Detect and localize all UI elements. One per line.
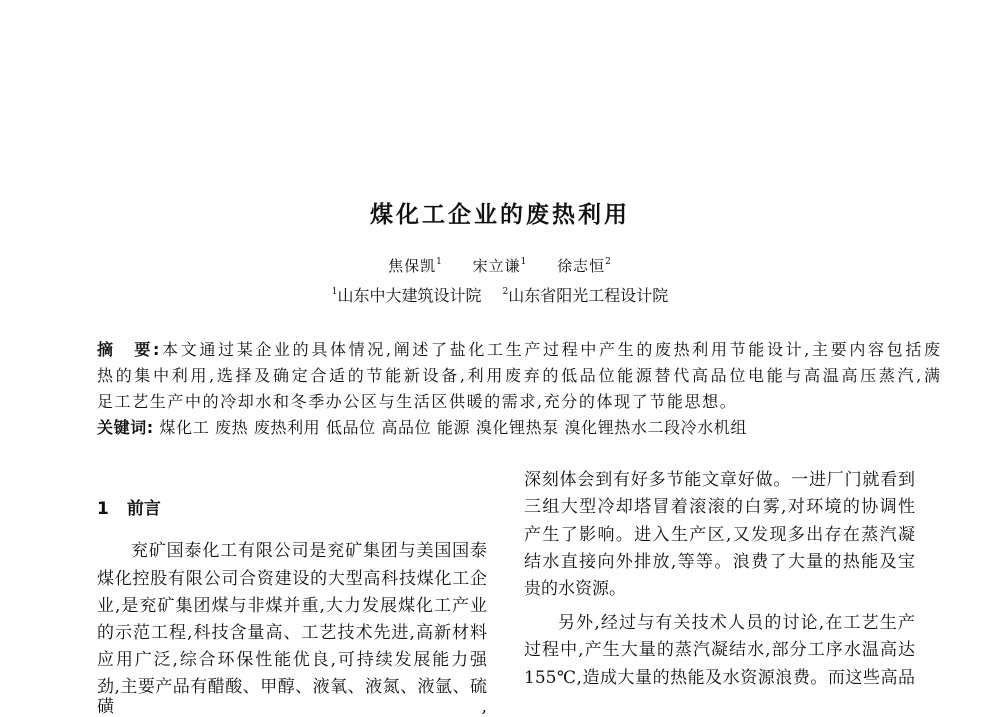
- author: [388, 257, 443, 275]
- section-number: 1: [97, 499, 109, 519]
- abstract-line: 热的集中利用,选择及确定合适的节能新设备,利用废弃的低品位能源替代高品位电能与高温高压蒸汽,满: [97, 366, 940, 385]
- body-line: 应用广泛,综合环保性能优良,可持续发展能力强: [97, 650, 487, 670]
- affiliation-name: 山东省阳光工程设计院: [508, 286, 669, 305]
- author-affiliation-mark: 1: [520, 257, 528, 267]
- body-line: 兖矿国泰化工有限公司是兖矿集团与美国国泰: [131, 541, 487, 561]
- abstract-label: 摘 要:: [97, 340, 160, 359]
- keywords-label: 关键词:: [97, 418, 154, 437]
- body-line: 的示范工程,科技含量高、工艺技术先进,高新材料: [97, 623, 487, 643]
- affiliation-list: [0, 283, 1000, 306]
- section-title: 前言: [126, 499, 161, 519]
- author-affiliation-mark: 2: [605, 257, 612, 267]
- author-list: [0, 255, 1000, 276]
- author: [557, 257, 612, 275]
- affiliation-name: 山东中大建筑设计院: [337, 286, 482, 305]
- abstract-text: 本文通过某企业的具体情况,阐述了盐化工生产过程中产生的废热利用节能设计,主要内容包括废: [159, 340, 940, 359]
- author-name: 徐志恒: [557, 257, 606, 275]
- body-line: 结水直接向外排放,等等。浪费了大量的热能及宝: [524, 552, 915, 572]
- author-affiliation-mark: 1: [436, 257, 443, 267]
- body-line: 155℃,造成大量的热能及水资源浪费。而这些高品: [524, 668, 915, 688]
- abstract-line: 足工艺生产中的冷却水和冬季办公区与生活区供暖的需求,充分的体现了节能思想。: [97, 392, 738, 411]
- author-name: 宋立谦: [472, 257, 521, 275]
- affiliation-mark: 2: [502, 287, 509, 297]
- affiliation: [503, 286, 669, 305]
- section-heading: [97, 494, 161, 519]
- body-line: 产生了影响。进入生产区,又发现多出存在蒸汽凝: [524, 525, 915, 545]
- body-line: 三组大型冷却塔冒着滚滚的白雾,对环境的协调性: [524, 497, 915, 517]
- body-line: 贵的水资源。: [524, 579, 626, 599]
- body-line: 业,是兖矿集团煤与非煤并重,大力发展煤化工产业: [97, 596, 487, 616]
- affiliation-mark: 1: [331, 287, 338, 297]
- body-line: 过程中,产生大量的蒸汽凝结水,部分工序水温高达: [524, 640, 915, 660]
- body-line: 另外,经过与有关技术人员的讨论,在工艺生产: [558, 613, 915, 633]
- abstract-line: [97, 340, 940, 360]
- affiliation: [332, 286, 482, 305]
- author: [473, 257, 528, 275]
- body-line: 深刻体会到有好多节能文章好做。一进厂门就看到: [524, 470, 915, 490]
- body-line: 劲,主要产品有醋酸、甲醇、液氧、液氮、液氩、硫磺,: [97, 677, 487, 717]
- keywords: [97, 418, 747, 438]
- body-line: 煤化控股有限公司合资建设的大型高科技煤化工企: [97, 569, 487, 589]
- author-name: 焦保凯: [388, 257, 437, 275]
- keywords-text: 煤化工 废热 废热利用 低品位 高品位 能源 溴化锂热泵 溴化锂热水二段冷水机组: [159, 418, 748, 437]
- paper-title: 煤化工企业的废热利用: [370, 202, 630, 228]
